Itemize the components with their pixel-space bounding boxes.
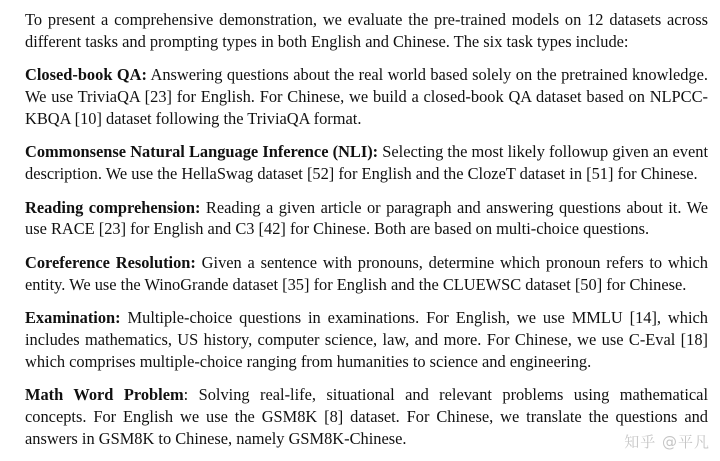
task-text: : Solving real-life, situational and relevant problems using mathematical concepts. For English we use the GSM8K [8] dataset. For Chinese, we translate the questions and answers in GSM8K to Chinese, namely GSM8K-Chinese. xyxy=(25,385,708,448)
task-nli xyxy=(25,141,708,184)
task-examination xyxy=(25,307,708,372)
task-math-word-problem xyxy=(25,384,708,449)
watermark xyxy=(624,431,710,452)
task-text: Selecting the most likely followup given an event description. We use the HellaSwag dataset [52] for English and the ClozeT dataset in [51] for Chinese. xyxy=(25,142,708,183)
task-title: Closed-book QA: xyxy=(25,65,147,85)
paper-body xyxy=(25,9,708,461)
task-title: Coreference Resolution: xyxy=(25,253,196,273)
task-title: Commonsense Natural Language Inference (NLI): xyxy=(25,142,379,162)
task-closed-book-qa xyxy=(25,64,708,129)
task-title: Examination: xyxy=(25,308,121,328)
intro-paragraph: To present a comprehensive demonstration, we evaluate the pre-trained models on 12 datasets across different tasks and prompting types in both English and Chinese. The six task types include: xyxy=(25,10,708,51)
watermark-text: 知乎 @平凡 xyxy=(624,433,710,451)
task-text: Given a sentence with pronouns, determine which pronoun refers to which entity. We use the WinoGrande dataset [35] for English and the CLUEWSC dataset [50] for Chinese. xyxy=(25,253,708,294)
task-coreference-resolution xyxy=(25,252,708,295)
task-reading-comprehension xyxy=(25,197,708,240)
task-text: Answering questions about the real world based solely on the pretrained knowledge. We use TriviaQA [23] for English. For Chinese, we build a closed-book QA dataset based on NLPCC-KBQA [10] dataset following the TriviaQA format. xyxy=(25,65,708,128)
task-title: Reading comprehension: xyxy=(25,197,201,217)
task-title: Math Word Problem xyxy=(25,385,184,405)
task-text: Multiple-choice questions in examinations. For English, we use MMLU [14], which includes mathematics, US history, computer science, law, and more. For Chinese, we use C-Eval [18] which comprises multiple-choice ranging from humanities to science and engineering. xyxy=(25,308,708,371)
task-text: Reading a given article or paragraph and answering questions about it. We use RACE [23] for English and C3 [42] for Chinese. Both are based on multi-choice questions. xyxy=(25,197,709,239)
